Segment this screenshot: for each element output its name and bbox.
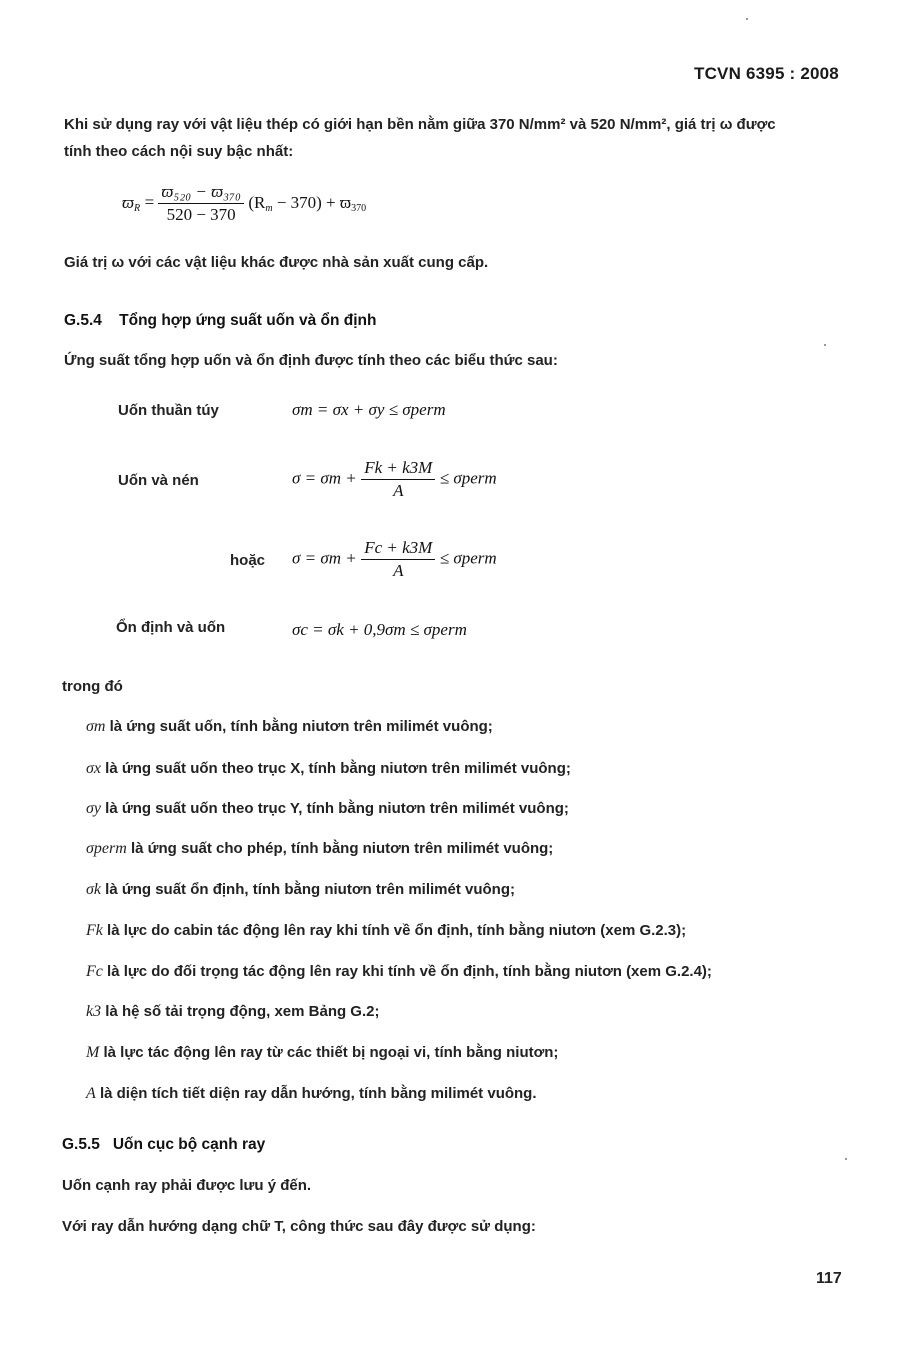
definition-text: là ứng suất uốn theo trục Y, tính bằng niutơn trên milimét vuông; [105, 800, 569, 817]
definition-symbol: A [86, 1085, 96, 1102]
definition-item [86, 1003, 379, 1021]
g55-line-1: Uốn cạnh ray phải được lưu ý đến. [62, 1177, 312, 1194]
definition-text: là lực do cabin tác động lên ray khi tính về ổn định, tính bằng niutơn (xem G.2.3); [107, 922, 687, 939]
definition-text: là hệ số tải trọng động, xem Bảng G.2; [105, 1003, 380, 1020]
definition-symbol: σy [86, 800, 101, 817]
g54-intro: Ứng suất tổng hợp uốn và ổn định được tính theo các biểu thức sau: [64, 352, 558, 369]
definition-text: là ứng suất uốn, tính bằng niutơn trên milimét vuông; [109, 718, 493, 735]
definition-text: là ứng suất uốn theo trục X, tính bằng niutơn trên milimét vuông; [105, 760, 571, 777]
definition-item [86, 718, 493, 736]
formula-or: σ = σm + $\frac{Fc + k3M}{A}$ ≤ σperm [292, 538, 497, 580]
definition-symbol: Fc [86, 963, 103, 980]
definition-text: là ứng suất cho phép, tính bằng niutơn trên milimét vuông; [130, 840, 554, 857]
definition-symbol: σm [86, 718, 106, 735]
omega-lhs: $ϖ_R$ [122, 192, 141, 214]
label-bending-compression: Uốn và nén [118, 472, 199, 489]
definition-item [86, 760, 571, 778]
label-stability-bending: Ổn định và uốn [116, 619, 226, 636]
scan-speck [746, 18, 748, 20]
scan-speck [824, 344, 826, 346]
omega-fraction: $\frac{\text{ϖ₅₂₀ − ϖ₃₇₀}}{520 - 370}$ [158, 182, 243, 225]
definition-item [86, 1085, 537, 1103]
definition-symbol: Fk [86, 922, 103, 939]
page-number: 117 [816, 1270, 842, 1287]
definition-symbol: σperm [86, 840, 127, 857]
definition-symbol: σk [86, 881, 101, 898]
formula-bending-compression: σ = σm + $\frac{Fk + k3M}{A}$ ≤ σperm [292, 458, 497, 500]
definition-item [86, 963, 712, 981]
definition-symbol: k3 [86, 1003, 102, 1020]
definition-item [86, 840, 553, 858]
omega-formula: $ϖ_R$ = $\frac{\text{ϖ₅₂₀ − ϖ₃₇₀}}{520 - 370}$ $(R_m - 370) + ϖ_{370}$ [122, 182, 367, 224]
standard-code: TCVN 6395 : 2008 [694, 64, 839, 83]
definition-text: là lực do đối trọng tác động lên ray khi tính về ổn định, tính bằng niutơn (xem G.2.4); [107, 963, 712, 980]
where-label: trong đó [62, 678, 123, 695]
definition-item [86, 922, 686, 940]
definition-text: là diện tích tiết diện ray dẫn hướng, tính bằng milimét vuông. [99, 1085, 537, 1102]
formula-stability-bending: σc = σk + 0,9σm ≤ σperm [292, 620, 467, 639]
label-or: hoặc [230, 552, 266, 569]
definition-symbol: M [86, 1044, 100, 1061]
formula-pure-bending: σm = σx + σy ≤ σperm [292, 400, 446, 419]
definition-item [86, 800, 569, 818]
label-pure-bending: Uốn thuần túy [118, 402, 219, 419]
scan-speck [845, 1158, 847, 1160]
intro-line-1: Khi sử dụng ray với vật liệu thép có giới hạn bền nằm giữa 370 N/mm² và 520 N/mm², giá trị ω được [64, 116, 776, 133]
omega-note: Giá trị ω với các vật liệu khác được nhà sản xuất cung cấp. [64, 254, 489, 271]
definition-item [86, 1044, 558, 1062]
definition-text: là lực tác động lên ray từ các thiết bị ngoại vi, tính bằng niutơn; [103, 1044, 559, 1061]
section-heading-g55: G.5.5 Uốn cục bộ cạnh ray [62, 1136, 266, 1153]
g55-line-2: Với ray dẫn hướng dạng chữ T, công thức sau đây được sử dụng: [62, 1218, 536, 1235]
intro-line-2: tính theo cách nội suy bậc nhất: [64, 143, 294, 160]
omega-tail: $(R_m - 370) + ϖ_{370}$ [248, 192, 367, 214]
definition-text: là ứng suất ổn định, tính bằng niutơn trên milimét vuông; [105, 881, 516, 898]
definition-symbol: σx [86, 760, 101, 777]
definition-item [86, 881, 515, 899]
section-heading-g54: G.5.4 Tổng hợp ứng suất uốn và ổn định [64, 312, 377, 329]
